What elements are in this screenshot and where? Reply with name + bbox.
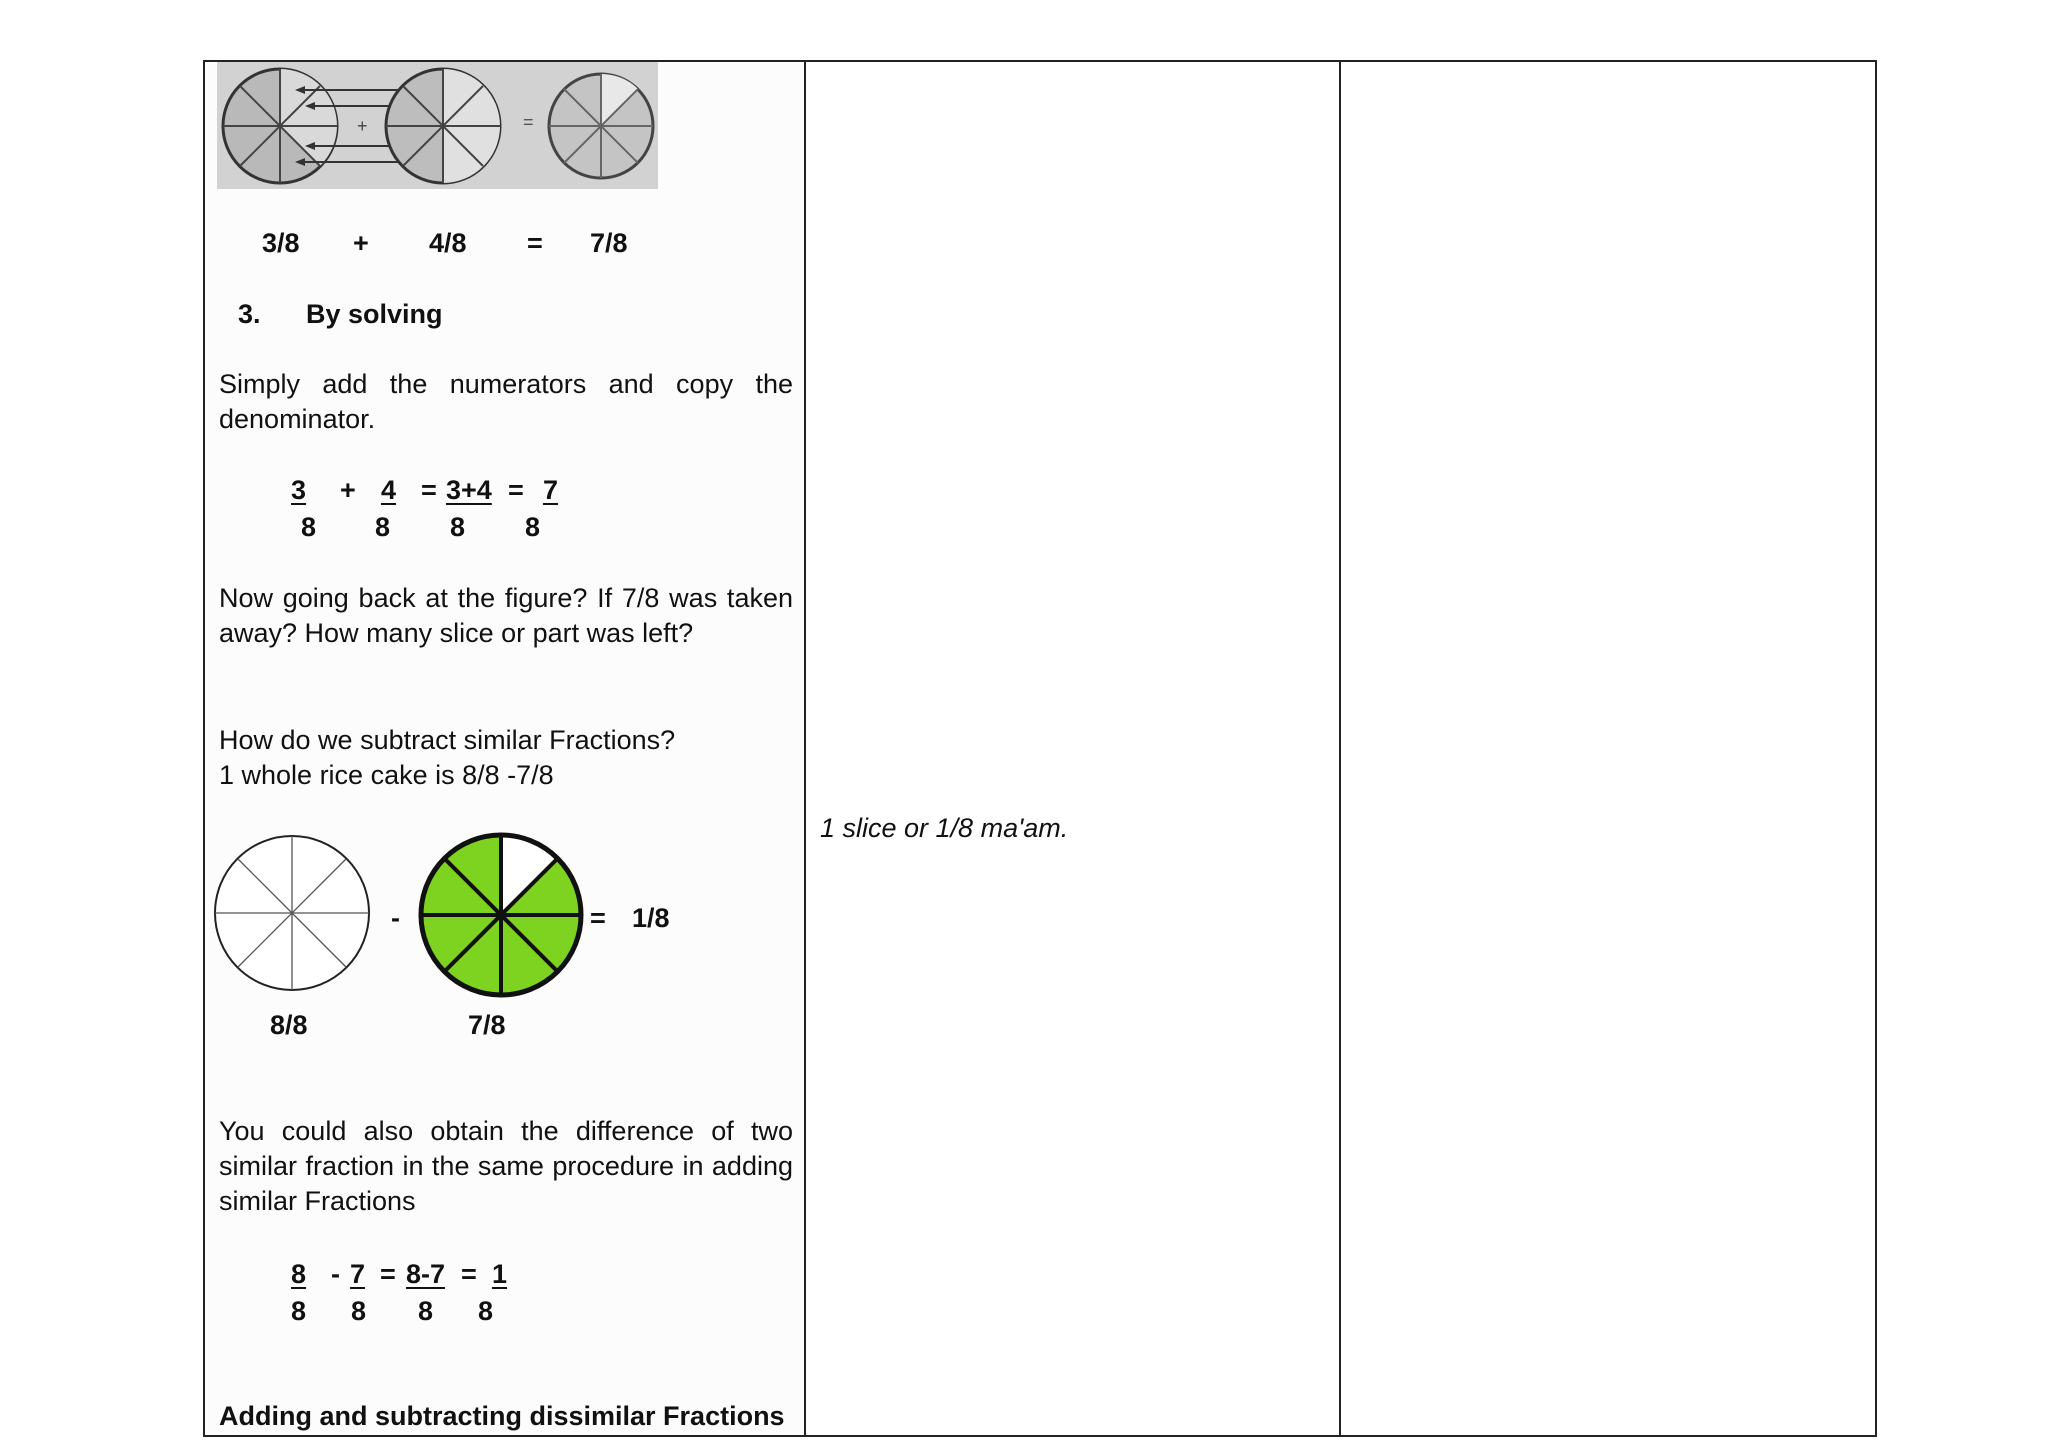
section-heading: By solving	[306, 299, 443, 329]
addition-frac-b: 4/8	[429, 228, 467, 258]
eq-sub-operator: -	[331, 1259, 340, 1289]
subtract-result: 1/8	[632, 903, 670, 933]
subtract-question: How do we subtract similar Fractions?	[219, 725, 676, 755]
addition-equals: =	[527, 228, 543, 258]
eq-sub-numerator-3: 8-7	[406, 1259, 446, 1289]
label-whole: 8/8	[270, 1010, 308, 1040]
label-taken: 7/8	[468, 1010, 506, 1040]
eq-add-numerator-4: 7	[543, 475, 559, 505]
eq-add-denominator-4: 8	[525, 512, 541, 542]
eq-sub-equals-1: =	[380, 1259, 396, 1289]
section-number: 3.	[238, 299, 261, 329]
eq-add-numerator-1: 3	[291, 475, 307, 505]
eq-add-denominator-1: 8	[301, 512, 317, 542]
addition-plus: +	[353, 228, 369, 258]
eq-add-denominator-3: 8	[450, 512, 466, 542]
eq-sub-numerator-2: 7	[350, 1259, 366, 1289]
addition-result: 7/8	[590, 228, 628, 258]
eq-add-equals-2: =	[508, 475, 524, 505]
student-answer: 1 slice or 1/8 ma'am.	[820, 813, 1069, 843]
eq-add-numerator-3: 3+4	[446, 475, 492, 505]
eq-sub-denominator-2: 8	[351, 1296, 367, 1326]
difference-paragraph: You could also obtain the difference of two similar fraction in the same procedure in adding similar Fractions	[219, 1116, 793, 1216]
rice-cake-line: 1 whole rice cake is 8/8 -7/8	[219, 760, 554, 790]
eq-add-denominator-2: 8	[375, 512, 391, 542]
taken-circle-figure	[416, 830, 586, 1000]
eq-sub-numerator-4: 1	[492, 1259, 508, 1289]
eq-sub-denominator-3: 8	[418, 1296, 434, 1326]
addition-figure-photo	[217, 62, 658, 189]
dissimilar-heading: Adding and subtracting dissimilar Fractions	[219, 1401, 785, 1431]
solving-paragraph: Simply add the numerators and copy the denominator.	[219, 369, 793, 434]
subtract-equals: =	[590, 903, 606, 933]
subtract-minus: -	[391, 903, 400, 933]
svg-text:+: +	[357, 116, 368, 136]
eq-add-numerator-2: 4	[381, 475, 397, 505]
column-divider-1	[804, 60, 806, 1437]
eq-sub-numerator-1: 8	[291, 1259, 307, 1289]
eq-sub-denominator-4: 8	[478, 1296, 494, 1326]
question-paragraph: Now going back at the figure? If 7/8 was taken away? How many slice or part was left?	[219, 583, 793, 648]
eq-sub-denominator-1: 8	[291, 1296, 307, 1326]
eq-sub-equals-2: =	[461, 1259, 477, 1289]
svg-text:=: =	[523, 112, 534, 132]
whole-circle-figure	[212, 832, 372, 994]
column-divider-2	[1339, 60, 1341, 1437]
eq-add-equals-1: =	[421, 475, 437, 505]
addition-frac-a: 3/8	[262, 228, 300, 258]
eq-add-operator: +	[340, 475, 356, 505]
